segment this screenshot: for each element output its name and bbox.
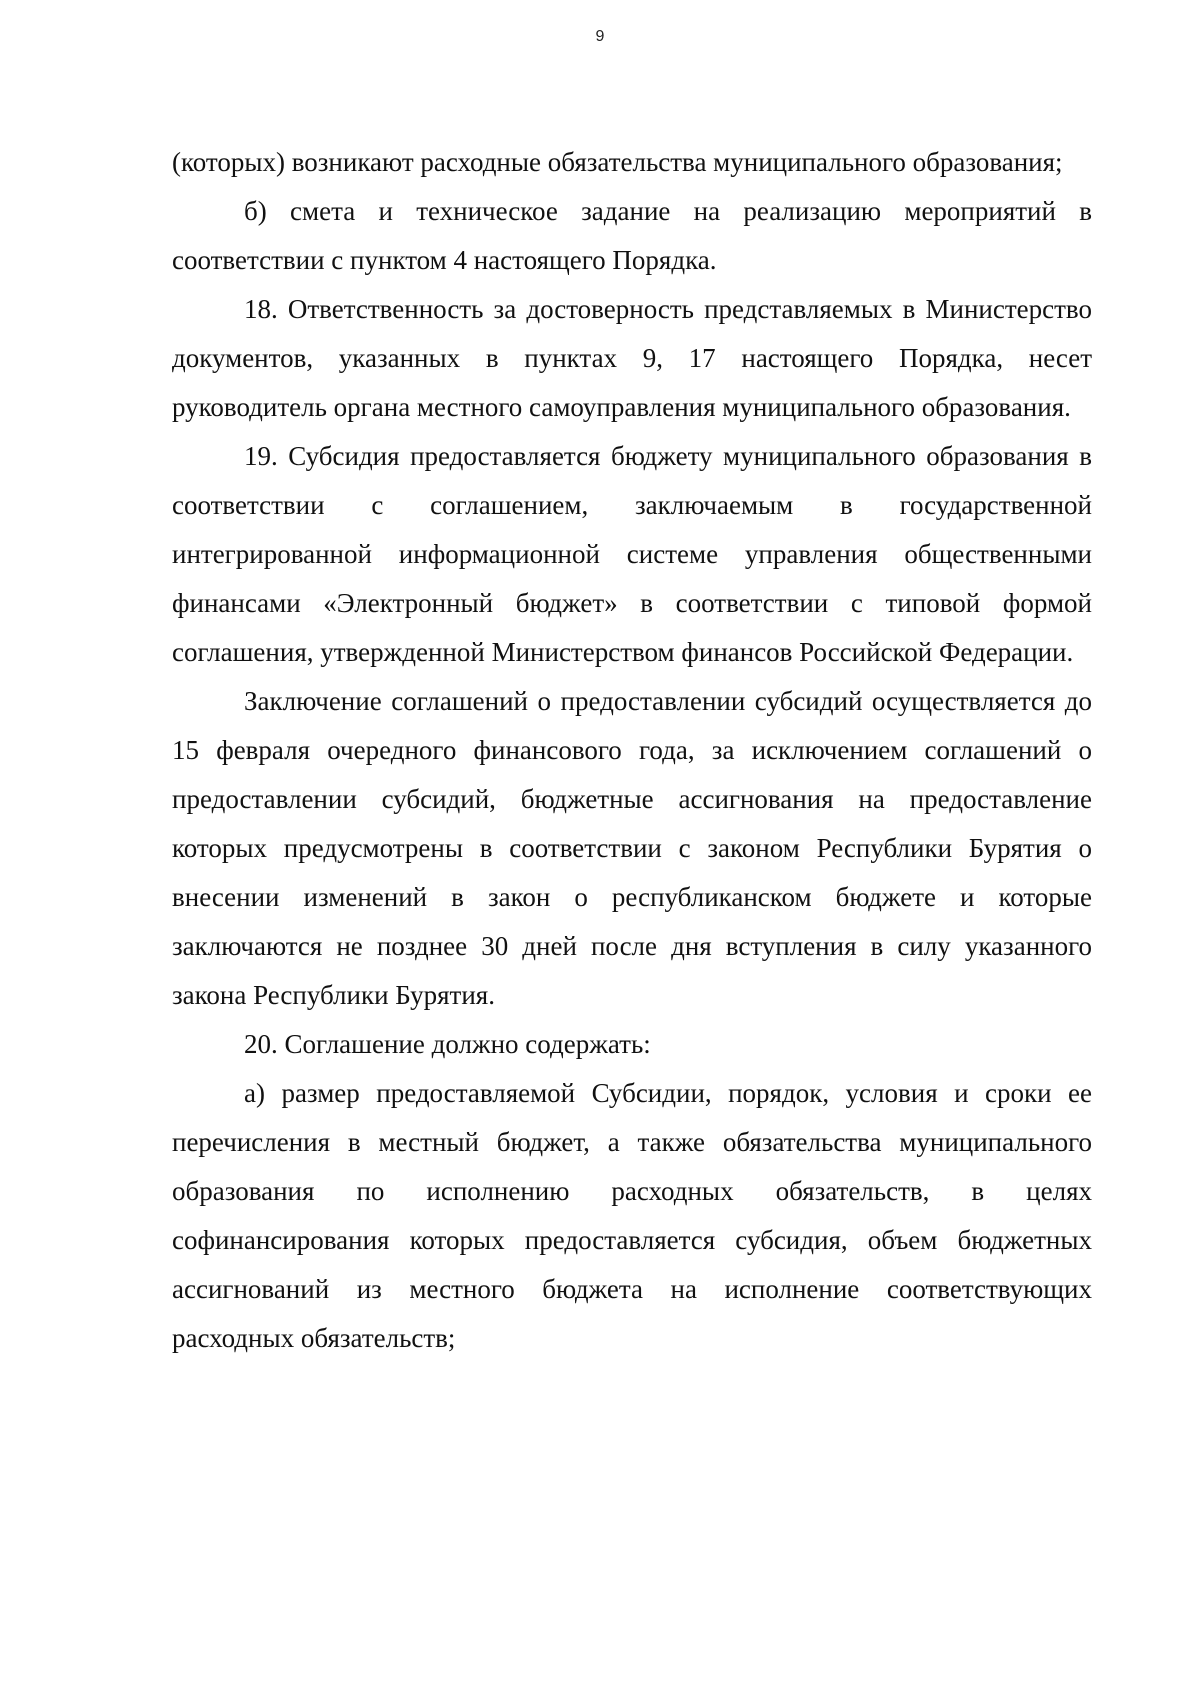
document-body bbox=[172, 138, 1092, 1363]
paragraph-20: 20. Соглашение должно содержать: bbox=[244, 1029, 651, 1059]
page-number: 9 bbox=[595, 28, 605, 45]
paragraph-19: 19. Субсидия предоставляется бюджету муниципального образования в соответствии с соглашением, заключаемым в государственной интегрированной информационной системе управления общественными финансами «Электронный бюджет» в соответствии с типовой формой соглашения, утвержденной Министерством финансов Российской Федерации. bbox=[172, 441, 1092, 667]
paragraph-agreement-terms: Заключение соглашений о предоставлении субсидий осуществляется до 15 февраля очередного финансового года, за исключением соглашений о предоставлении субсидий, бюджетные ассигнования на предоставление которых предусмотрены в соответствии с законом Республики Бурятия о внесении изменений в закон о республиканском бюджете и которые заключаются не позднее 30 дней после дня вступления в силу указанного закона Республики Бурятия. bbox=[172, 686, 1092, 1010]
paragraph-continuation: (которых) возникают расходные обязательства муниципального образования; bbox=[172, 147, 1063, 177]
paragraph-18: 18. Ответственность за достоверность представляемых в Министерство документов, указанных в пунктах 9, 17 настоящего Порядка, несет руководитель органа местного самоуправления муниципального образования. bbox=[172, 294, 1092, 422]
paragraph-item-a: а) размер предоставляемой Субсидии, порядок, условия и сроки ее перечисления в местный бюджет, а также обязательства муниципального образования по исполнению расходных обязательств, в целях софинансирования которых предоставляется субсидия, объем бюджетных ассигнований из местного бюджета на исполнение соответствующих расходных обязательств; bbox=[172, 1078, 1092, 1353]
paragraph-item-b: б) смета и техническое задание на реализацию мероприятий в соответствии с пунктом 4 настоящего Порядка. bbox=[172, 196, 1092, 275]
